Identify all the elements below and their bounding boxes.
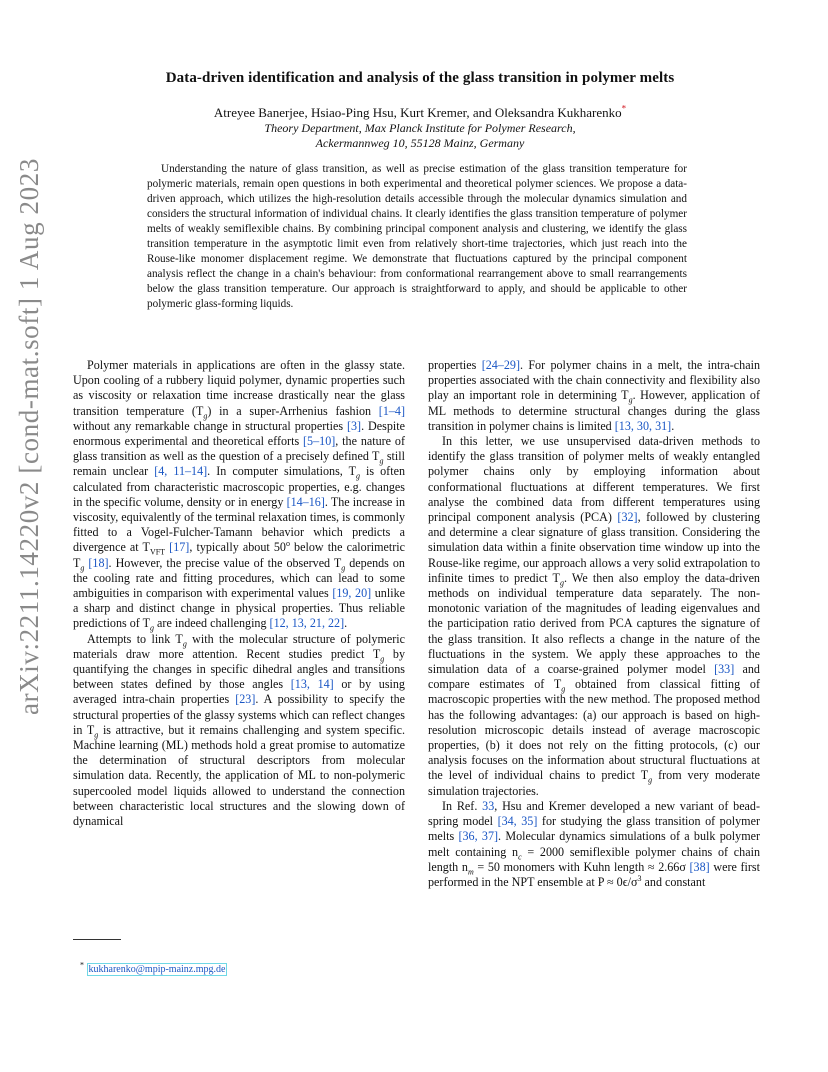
affiliation <box>75 121 765 151</box>
citation-link[interactable]: [33] <box>714 662 735 677</box>
affiliation-line-1: Theory Department, Max Planck Institute for Polymer Research, <box>264 121 576 135</box>
affiliation-line-2: Ackermannweg 10, 55128 Mainz, Germany <box>315 136 525 150</box>
abstract: Understanding the nature of glass transition, as well as precise estimation of the glass transition temperature for polymeric materials, remain open questions in both experimental and theoretical polymer sciences. We propose a data-driven approach, which utilizes the high-resolution details accessible through the molecular dynamics simulation and considers the structural information of individual chains. It clearly identifies the glass transition temperature of polymer melts of weakly semiflexible chains. By combining principal component analysis and clustering, we identify the glass transition temperature in the asymptotic limit even from relatively short-time trajectories, which just reach into the Rouse-like monomer displacement regime. We demonstrate that fluctuations captured by the principal component analysis reflect the change in a chain's behaviour: from conformational rearrangement above to small rearrangements below the glass transition temperature. Our approach is straightforward to apply, and should be applicable to other polymeric glass-forming liquids. <box>147 163 687 310</box>
authors-text: Atreyee Banerjee, Hsiao-Ping Hsu, Kurt Kremer, and Oleksandra Kukharenko <box>213 105 622 120</box>
citation-link[interactable]: [13, 30, 31] <box>614 418 672 433</box>
body-paragraph: Polymer materials in applications are often in the glassy state. Upon cooling of a rubbery liquid polymer, dynamic properties such as viscosity or relaxation time increase drastically near the glass transition temperature $(T_g)$ in a super-Arrhenius fashion [1–4] without any remarkable change in structural properties [3]. Despite enormous experimental and theoretical efforts [5–10], the nature of glass transition as well as the question of a precisely defined $T_g$ still remain unclear [4, 11–14]. In computer simulations, $T_g$ is often calculated from characteristic macroscopic properties, e.g. changes in the specific volume, density or in energy [14–16]. The increase in viscosity, equivalently of the terminal relaxation times, is commonly fitted to a Vogel-Fulcher-Tamann behavior which predicts a divergence at $T_{VFT}$ [17], typically about 50$^o$ below the calorimetric $T_g$ [18]. However, the precise value of the observed $T_g$ depends on the cooling rate and fitting procedures, which can lead to some ambiguities in comparison with experimental values [19, 20] unlike a sharp and distinct change in physical properties. Thus reliable predictions of $T_g$ are indeed challenging [12, 13, 21, 22]. <box>73 358 405 633</box>
arxiv-identifier: arXiv:2211.14220v2 [cond-mat.soft] 1 Aug 2023 <box>14 158 44 715</box>
body-paragraph: In this letter, we use unsupervised data-driven methods to identify the glass transition of polymer melts of weakly entangled polymer chains only by employing information about conformational fluctuations at different temperatures. We first analyse the combined data from different temperatures using principal component analysis (PCA) [32], followed by clustering and determine a clear signature of glass transition. Considering the simulation data within a finite observation time window up into the Rouse-like regime, our approach allows a very solid extrapolation to infinite times to predict $T_g$. We then also employ the data-driven methods on individual temperature data separately. The non-monotonic variation of the magnitudes of leading eigenvalues and the participation ratio derived from PCA captures the signature of the glass transition. It also reflects a change in the nature of the fluctuations in the system. We apply these approaches to the simulation data of a coarse-grained polymer model [33] and compare estimates of $T_g$ obtained from classical fitting of macroscopic properties with the new method. The proposed method has the following advantages: (a) our approach is based on high-resolution microscopic details instead of average macroscopic properties, (b) it does not rely on the fitting protocols, (c) our analysis focuses on the information about structural fluctuations at the level of individual chains to predict $T_g$ from very moderate simulation trajectories. <box>428 434 760 798</box>
citation-link[interactable]: [23] <box>235 692 256 707</box>
footnote-divider <box>73 939 121 940</box>
citation-link[interactable]: [18] <box>88 555 109 570</box>
left-column <box>73 358 405 829</box>
citation-link[interactable]: 33 <box>482 798 495 813</box>
citation-link[interactable]: [14–16] <box>286 494 325 509</box>
citation-link[interactable]: [36, 37] <box>458 829 499 844</box>
author-list <box>75 105 765 121</box>
citation-link[interactable]: [5–10] <box>303 434 336 449</box>
citation-link[interactable]: [13, 14] <box>290 677 334 692</box>
citation-link[interactable]: [3] <box>346 418 362 433</box>
right-column <box>428 358 760 890</box>
citation-link[interactable]: [34, 35] <box>497 814 538 829</box>
citation-link[interactable]: [38] <box>689 859 710 874</box>
author-footnote-mark[interactable]: * <box>621 103 627 114</box>
author-email-link[interactable]: kukharenko@mpip-mainz.mpg.de <box>88 964 226 975</box>
citation-link[interactable]: [12, 13, 21, 22] <box>269 616 345 631</box>
citation-link[interactable]: [17] <box>169 540 190 555</box>
paper-title: Data-driven identification and analysis of the glass transition in polymer melts <box>165 70 675 86</box>
footnote-mark: * <box>80 960 84 970</box>
body-paragraph: properties [24–29]. For polymer chains in a melt, the intra-chain properties associated with the chain connectivity and flexibility also play an important role in determining $T_g$. However, application of ML methods to determine structural changes during the glass transition in polymer chains is limited [13, 30, 31]. <box>428 358 761 433</box>
body-paragraph: In Ref. 33, Hsu and Kremer developed a new variant of bead-spring model [34, 35] for studying the glass transition of polymer melts [36, 37]. Molecular dynamics simulations of a bulk polymer melt containing $n_c = 2000$ semiflexible polymer chains of chain length $n_m = 50$ monomers with Kuhn length ≈ 2.66σ [38] were first performed in the NPT ensemble at $P \approx 0\epsilon/\sigma^3$ and constant <box>428 798 761 889</box>
citation-link[interactable]: [19, 20] <box>332 586 372 601</box>
citation-link[interactable]: [1–4] <box>378 403 405 418</box>
citation-link[interactable]: [24–29] <box>481 358 520 372</box>
footnote <box>80 960 227 975</box>
citation-link[interactable]: [32] <box>617 510 638 525</box>
citation-link[interactable]: [4, 11–14] <box>154 464 208 479</box>
body-paragraph: Attempts to link $T_g$ with the molecular structure of polymeric materials draw more attention. Recent studies predict $T_g$ by quantifying the changes in specific dihedral angles and transitions between states defined by those angles [13, 14] or by using averaged intra-chain properties [23]. A possibility to specify the structural properties of the glassy systems which can reflect changes in $T_g$ is attractive, but it remains challenging and system specific. Machine learning (ML) methods hold a great promise to automatize the determination of structural descriptors from molecular simulation data. Recently, the application of ML to non-polymeric supercooled model liquids allowed to understand the connection between characteristic local structures and the slowing down of dynamical <box>73 631 405 829</box>
